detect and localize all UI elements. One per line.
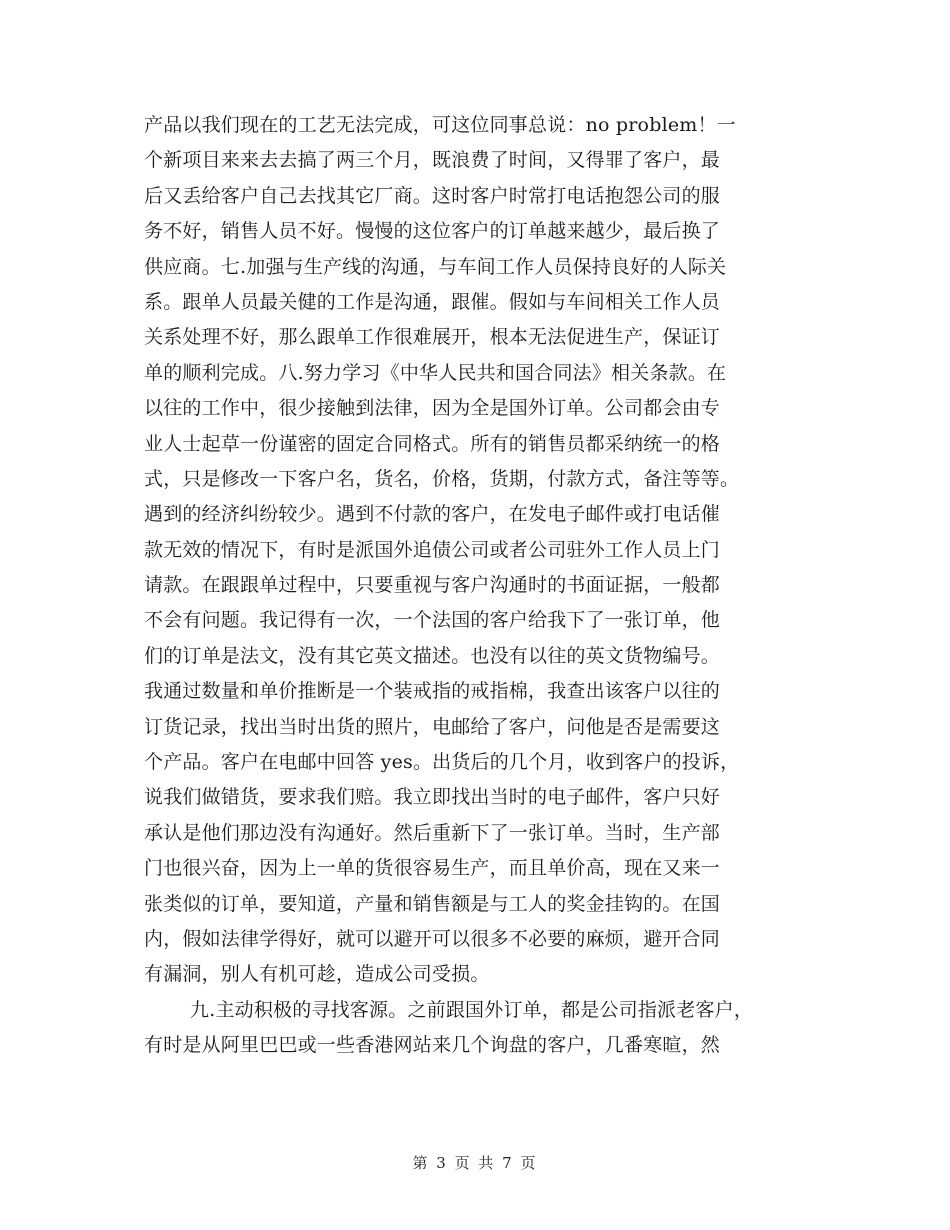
- body-text: [144, 108, 804, 1064]
- text-line: 遇到的经济纠纷较少。遇到不付款的客户，在发电子邮件或打电话催: [144, 503, 721, 526]
- paragraph-start-line: 九.主动积极的寻找客源。之前跟国外订单，都是公司指派老客户，: [190, 998, 754, 1021]
- text-line: 说我们做错货，要求我们赔。我立即找出当时的电子邮件，客户只好: [144, 786, 721, 809]
- text-line: 们的订单是法文，没有其它英文描述。也没有以往的英文货物编号。: [144, 644, 721, 667]
- text-line: 单的顺利完成。八.努力学习《中华人民共和国合同法》相关条款。在: [144, 361, 727, 384]
- text-line: 内，假如法律学得好，就可以避开可以很多不必要的麻烦，避开合同: [144, 927, 721, 950]
- text-line: 后又丢给客户自己去找其它厂商。这时客户时常打电话抱怨公司的服: [144, 184, 721, 207]
- text-line: 我通过数量和单价推断是一个装戒指的戒指棉，我查出该客户以往的: [144, 680, 721, 703]
- text-line: 式，只是修改一下客户名，货名，价格，货期，付款方式，备注等等。: [144, 467, 740, 490]
- text-line: 承认是他们那边没有沟通好。然后重新下了一张订单。当时，生产部: [144, 821, 721, 844]
- text-line: 系。跟单人员最关健的工作是沟通，跟催。假如与车间相关工作人员: [144, 290, 721, 313]
- page-number-footer: 第 3 页 共 7 页: [412, 1154, 538, 1172]
- text-line: 业人士起草一份谨密的固定合同格式。所有的销售员都采纳统一的格: [144, 432, 721, 455]
- text-line: 个产品。客户在电邮中回答 yes。出货后的几个月，收到客户的投诉，: [144, 751, 740, 774]
- text-line: 供应商。七.加强与生产线的沟通，与车间工作人员保持良好的人际关: [144, 255, 727, 278]
- text-line: 门也很兴奋，因为上一单的货很容易生产，而且单价高，现在又来一: [144, 857, 721, 880]
- text-line: 以往的工作中，很少接触到法律，因为全是国外订单。公司都会由专: [144, 397, 721, 420]
- text-line: 有时是从阿里巴巴或一些香港网站来几个询盘的客户，几番寒暄，然: [144, 1034, 721, 1057]
- text-line: 张类似的订单，要知道，产量和销售额是与工人的奖金挂钩的。在国: [144, 892, 721, 915]
- text-line: 订货记录，找出当时出货的照片，电邮给了客户，问他是否是需要这: [144, 715, 721, 738]
- text-line: 不会有问题。我记得有一次，一个法国的客户给我下了一张订单，他: [144, 609, 721, 632]
- text-line: 款无效的情况下，有时是派国外追债公司或者公司驻外工作人员上门: [144, 538, 721, 561]
- text-line: 请款。在跟跟单过程中，只要重视与客户沟通时的书面证据，一般都: [144, 574, 721, 597]
- text-line: 务不好，销售人员不好。慢慢的这位客户的订单越来越少，最后换了: [144, 220, 721, 243]
- text-line: 关系处理不好，那么跟单工作很难展开，根本无法促进生产，保证订: [144, 326, 721, 349]
- text-line: 个新项目来来去去搞了两三个月，既浪费了时间，又得罪了客户，最: [144, 149, 721, 172]
- text-line: 产品以我们现在的工艺无法完成，可这位同事总说：no problem！一: [144, 114, 736, 136]
- text-line: 有漏洞，别人有机可趁，造成公司受损。: [144, 963, 490, 986]
